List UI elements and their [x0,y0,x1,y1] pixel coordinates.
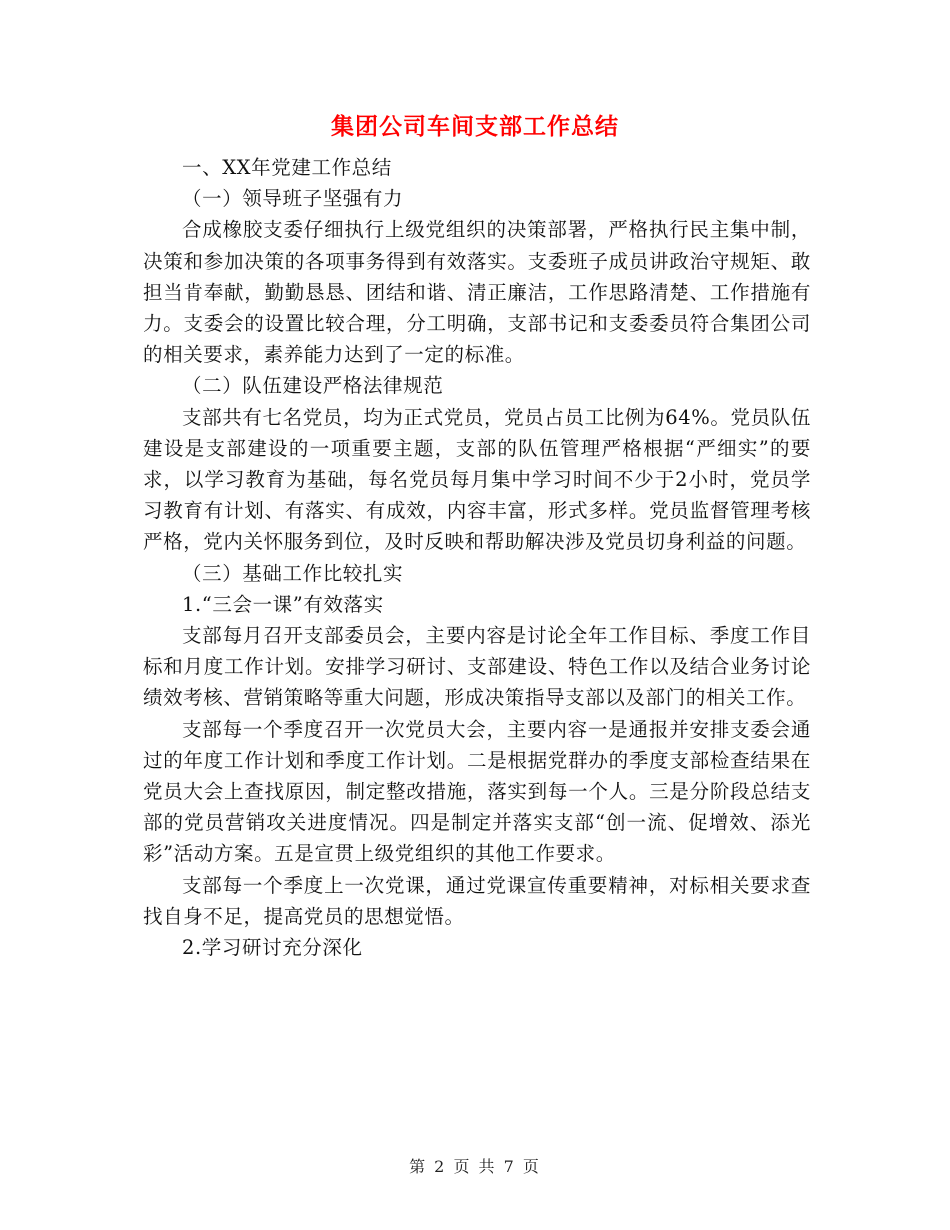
body-paragraph: 合成橡胶支委仔细执行上级党组织的决策部署，严格执行民主集中制，决策和参加决策的各项事务得到有效落实。支委班子成员讲政治守规矩、敢担当肯奉献，勤勤恳恳、团结和谐、清正廉洁，工作思路清楚、工作措施有力。支委会的设置比较合理，分工明确，支部书记和支委委员符合集团公司的相关要求，素养能力达到了一定的标准。 [143,218,811,367]
page-number-footer: 第 2 页 共 7 页 [409,1157,541,1176]
subsection-heading: （一）领导班子坚强有力 [182,187,404,211]
body-paragraph: 支部共有七名党员，均为正式党员，党员占员工比例为64%。党员队伍建设是支部建设的一项重要主题，支部的队伍管理严格根据“严细实”的要求，以学习教育为基础，每名党员每月集中学习时间不少于2小时，党员学习教育有计划、有落实、有成效，内容丰富，形式多样。党员监督管理考核严格，党内关怀服务到位，及时反映和帮助解决涉及党员切身利益的问题。 [143,405,811,554]
subsection-heading: （二）队伍建设严格法律规范 [182,374,444,398]
document-body [143,152,811,963]
document-title: 集团公司车间支部工作总结 [331,113,619,140]
item-heading: 1.“三会一课”有效落实 [182,592,384,616]
body-paragraph: 支部每月召开支部委员会，主要内容是讨论全年工作目标、季度工作目标和月度工作计划。安排学习研讨、支部建设、特色工作以及结合业务讨论绩效考核、营销策略等重大问题，形成决策指导支部以及部门的相关工作。 [143,624,811,710]
section-heading: 一、XX年党建工作总结 [182,156,392,179]
body-paragraph: 支部每一个季度上一次党课，通过党课宣传重要精神，对标相关要求查找自身不足，提高党员的思想觉悟。 [143,873,811,928]
body-paragraph: 支部每一个季度召开一次党员大会，主要内容一是通报并安排支委会通过的年度工作计划和季度工作计划。二是根据党群办的季度支部检查结果在党员大会上查找原因，制定整改措施，落实到每一个人。三是分阶段总结支部的党员营销攻关进度情况。四是制定并落实支部“创一流、促增效、添光彩”活动方案。五是宣贯上级党组织的其他工作要求。 [143,717,811,866]
subsection-heading: （三）基础工作比较扎实 [182,561,404,585]
item-heading: 2.学习研讨充分深化 [182,936,363,960]
